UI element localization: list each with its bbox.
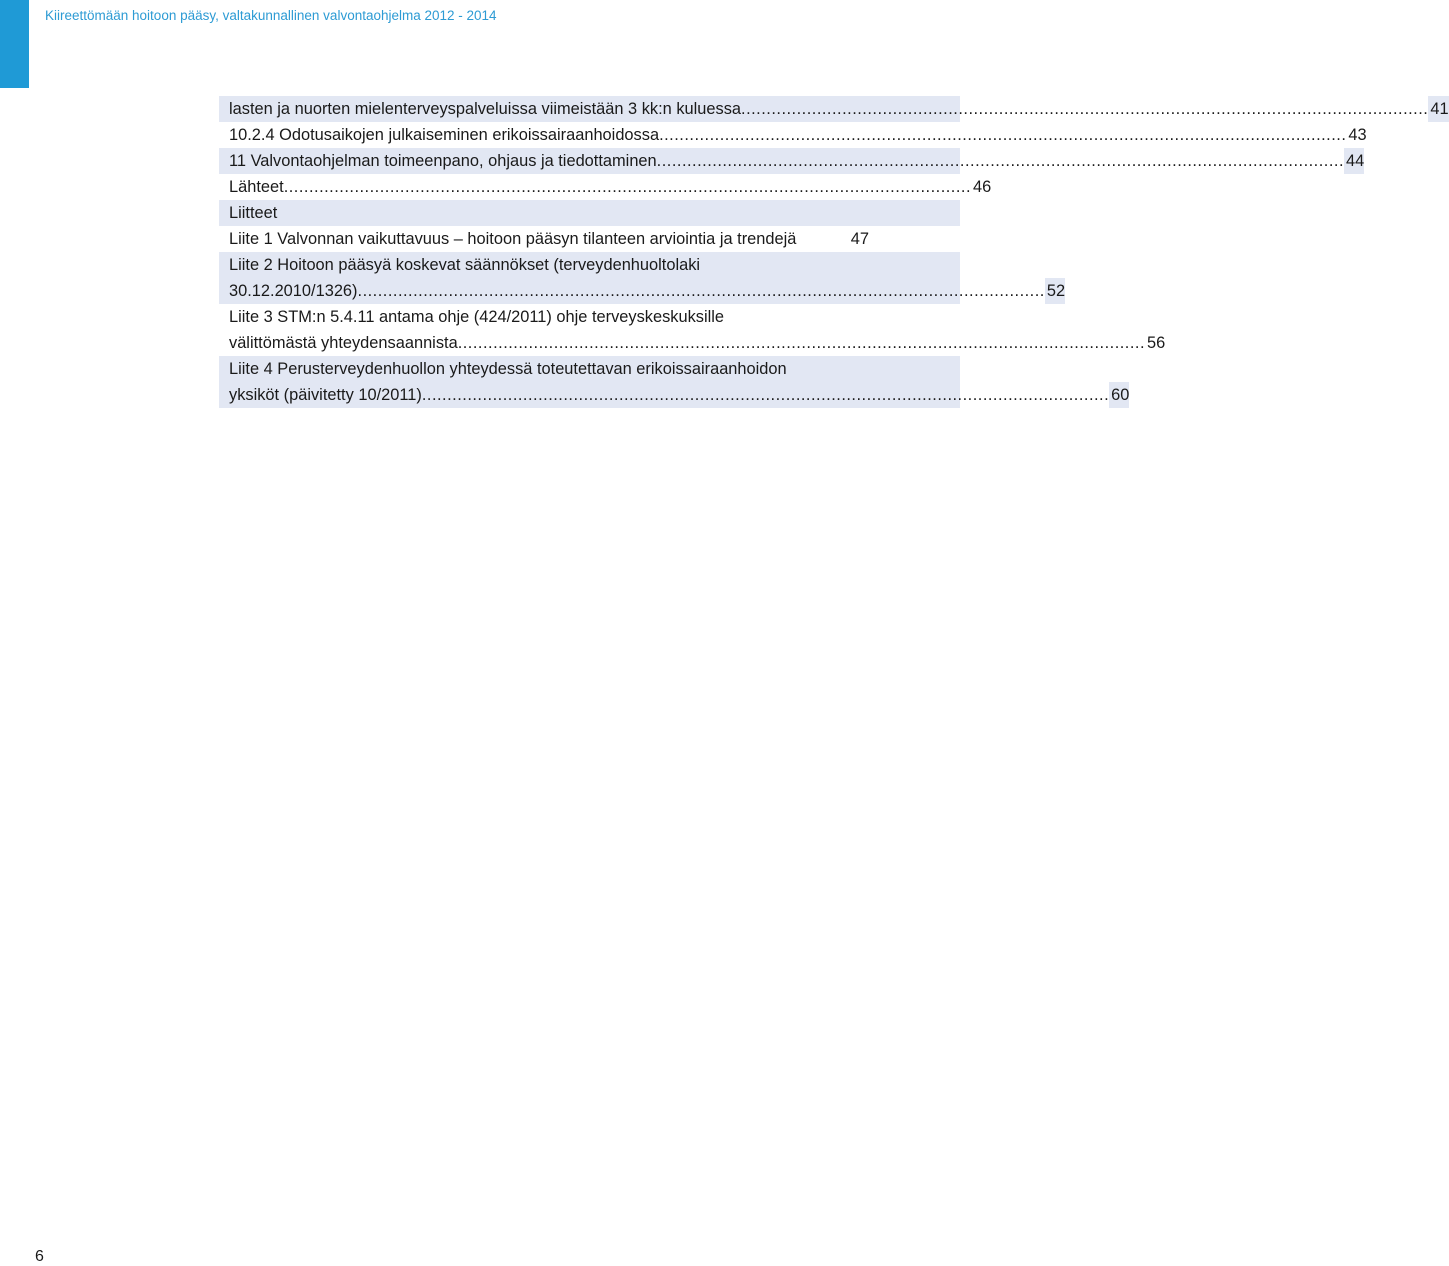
toc-entry-text: Liite 1 Valvonnan vaikuttavuus – hoitoon pääsyn tilanteen arviointia ja trendejä — [229, 226, 796, 252]
toc-page-number: 56 — [1145, 330, 1165, 356]
toc-entry-text: Liite 4 Perusterveydenhuollon yhteydessä toteutettavan erikoissairaanhoidon — [229, 360, 787, 378]
toc-entry[interactable] — [219, 304, 960, 330]
toc-page-number: 43 — [1346, 122, 1366, 148]
toc-entry-text: Liite 2 Hoitoon pääsyä koskevat säännökset (terveydenhuoltolaki — [229, 256, 701, 274]
toc-entry-text: Liite 3 STM:n 5.4.11 antama ohje (424/2011) ohje terveyskeskuksille — [229, 308, 725, 326]
toc-page-number: 44 — [1344, 148, 1364, 174]
toc-page-number: 41 — [1428, 96, 1448, 122]
toc-entry[interactable] — [219, 252, 960, 278]
toc-entry[interactable] — [219, 148, 1365, 174]
toc-entry-text: 10.2.4 Odotusaikojen julkaiseminen erikoissairaanhoidossa — [229, 122, 659, 148]
toc-entry-text: 30.12.2010/1326) — [229, 278, 358, 304]
toc-page-number: 60 — [1109, 382, 1129, 408]
running-header: Kiireettömään hoitoon pääsy, valtakunnallinen valvontaohjelma 2012 - 2014 — [45, 8, 497, 23]
toc-leader: ........................................................................................................................................ — [457, 334, 1146, 352]
toc-entry-text: yksiköt (päivitetty 10/2011) — [229, 382, 422, 408]
toc-entry[interactable] — [219, 174, 992, 200]
toc-leader: ........................................................................................................................................ — [656, 152, 1344, 170]
toc-entry-text: 11 Valvontaohjelman toimeenpano, ohjaus ja tiedottaminen — [229, 148, 657, 174]
toc-entry-continuation[interactable] — [219, 382, 1130, 408]
toc-heading[interactable] — [219, 200, 960, 226]
toc-entry[interactable] — [219, 356, 960, 382]
toc-leader: ........................................................................................................................................ — [659, 126, 1347, 144]
toc-entry-continuation[interactable] — [219, 278, 1066, 304]
toc-entry-text: Liitteet — [229, 204, 278, 222]
table-of-contents — [219, 96, 1449, 408]
toc-entry-text: Lähteet — [229, 174, 284, 200]
toc-entry[interactable] — [219, 226, 960, 252]
toc-page-number: 52 — [1045, 278, 1065, 304]
toc-entry-text: lasten ja nuorten mielenterveyspalveluissa viimeistään 3 kk:n kuluessa — [229, 96, 741, 122]
toc-page-number: 46 — [971, 174, 991, 200]
toc-entry[interactable] — [219, 96, 1449, 122]
toc-entry-continuation[interactable] — [219, 330, 1166, 356]
toc-leader: ........................................................................................................................................ — [741, 100, 1429, 118]
toc-entry-text: välittömästä yhteydensaannista — [229, 330, 458, 356]
header-accent-bar — [0, 0, 29, 88]
toc-entry[interactable] — [219, 122, 1367, 148]
toc-leader: ........................................................................................................................................ — [357, 282, 1045, 300]
toc-page-number: 47 — [849, 226, 869, 252]
toc-leader: ........................................................................................................................................ — [283, 178, 972, 196]
toc-leader: ........................................................................................................................................ — [421, 386, 1110, 404]
page-number: 6 — [35, 1248, 44, 1265]
